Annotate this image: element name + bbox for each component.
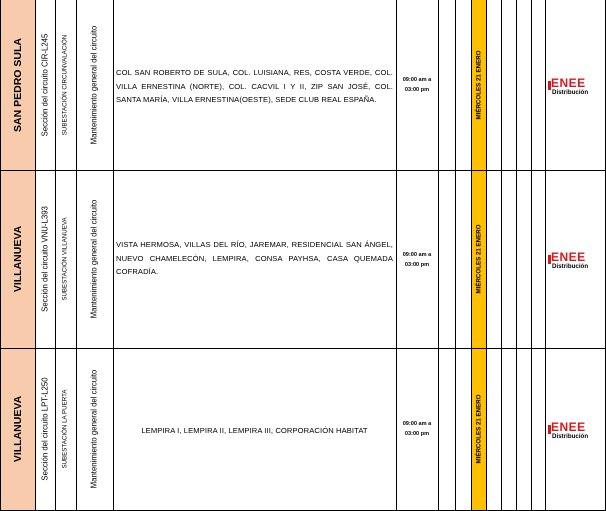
logo-sub: Distribución: [552, 89, 589, 96]
date-label: MIÉRCOLES 21 ENERO: [475, 224, 483, 294]
time-end: 03:00 pm: [404, 87, 430, 93]
time-start: 09:00 am a: [402, 252, 432, 258]
logo-name: ENEE: [551, 420, 586, 434]
work-label: Mantenimiento general del circuito: [89, 369, 99, 489]
work-label: Mantenimiento general del circuito: [89, 25, 99, 145]
city-label: VILLANUEVA: [12, 225, 24, 293]
date-label: MIÉRCOLES 21 ENERO: [475, 50, 483, 120]
schedule-time: [397, 75, 437, 95]
enee-logo: [548, 78, 604, 100]
affected-areas: VISTA HERMOSA, VILLAS DEL RÍO, JAREMAR, RESIDENCIAL SAN ÁNGEL, NUEVO CHAMELECÓN, LEMPIRA, CONSA PAYHSA, CASA QUEMADA COFRADÍA.: [116, 240, 393, 276]
affected-areas: COL SAN ROBERTO DE SULA, COL. LUISIANA, RES, COSTA VERDE, COL. VILLA ERNESTINA (NORTE), COL. CACVIL I Y II, ZIP SAN JOSÉ, COL. SANTA MARÍA, VILLA ERNESTINA(OESTE), SEDE CLUB REAL ESPAÑA.: [116, 68, 393, 104]
enee-logo: [548, 422, 604, 444]
logo-name: ENEE: [551, 250, 586, 264]
section-label: Sección del circuito LPT-L250: [40, 377, 50, 481]
logo-name: ENEE: [551, 76, 586, 90]
time-end: 03:00 pm: [404, 262, 430, 268]
section-label: Sección del circuito VNU-L393: [40, 206, 50, 312]
time-end: 03:00 pm: [404, 431, 430, 437]
section-label: Sección del circuito CIR-L245: [40, 33, 50, 137]
substation-label: SUBESTACIÓN LA PUERTA: [61, 389, 69, 469]
time-start: 09:00 am a: [402, 421, 432, 427]
logo-sub: Distribución: [552, 263, 589, 270]
city-label: SAN PEDRO SULA: [12, 38, 24, 132]
affected-areas: LEMPIRA I, LEMPIRA II, LEMPIRA III, CORPORACIÓN HABITAT: [141, 426, 368, 435]
enee-logo: [548, 252, 604, 274]
substation-label: SUBESTACIÓN CIRCUNVALACIÓN: [61, 34, 69, 136]
logo-sub: Distribución: [552, 433, 589, 440]
substation-label: SUBESTACIÓN VILLANUEVA: [61, 217, 69, 301]
schedule-time: [397, 419, 437, 439]
city-label: VILLANUEVA: [12, 395, 24, 463]
work-label: Mantenimiento general del circuito: [89, 199, 99, 319]
date-label: MIÉRCOLES 21 ENERO: [475, 394, 483, 464]
schedule-time: [397, 250, 437, 270]
time-start: 09:00 am a: [402, 77, 432, 83]
